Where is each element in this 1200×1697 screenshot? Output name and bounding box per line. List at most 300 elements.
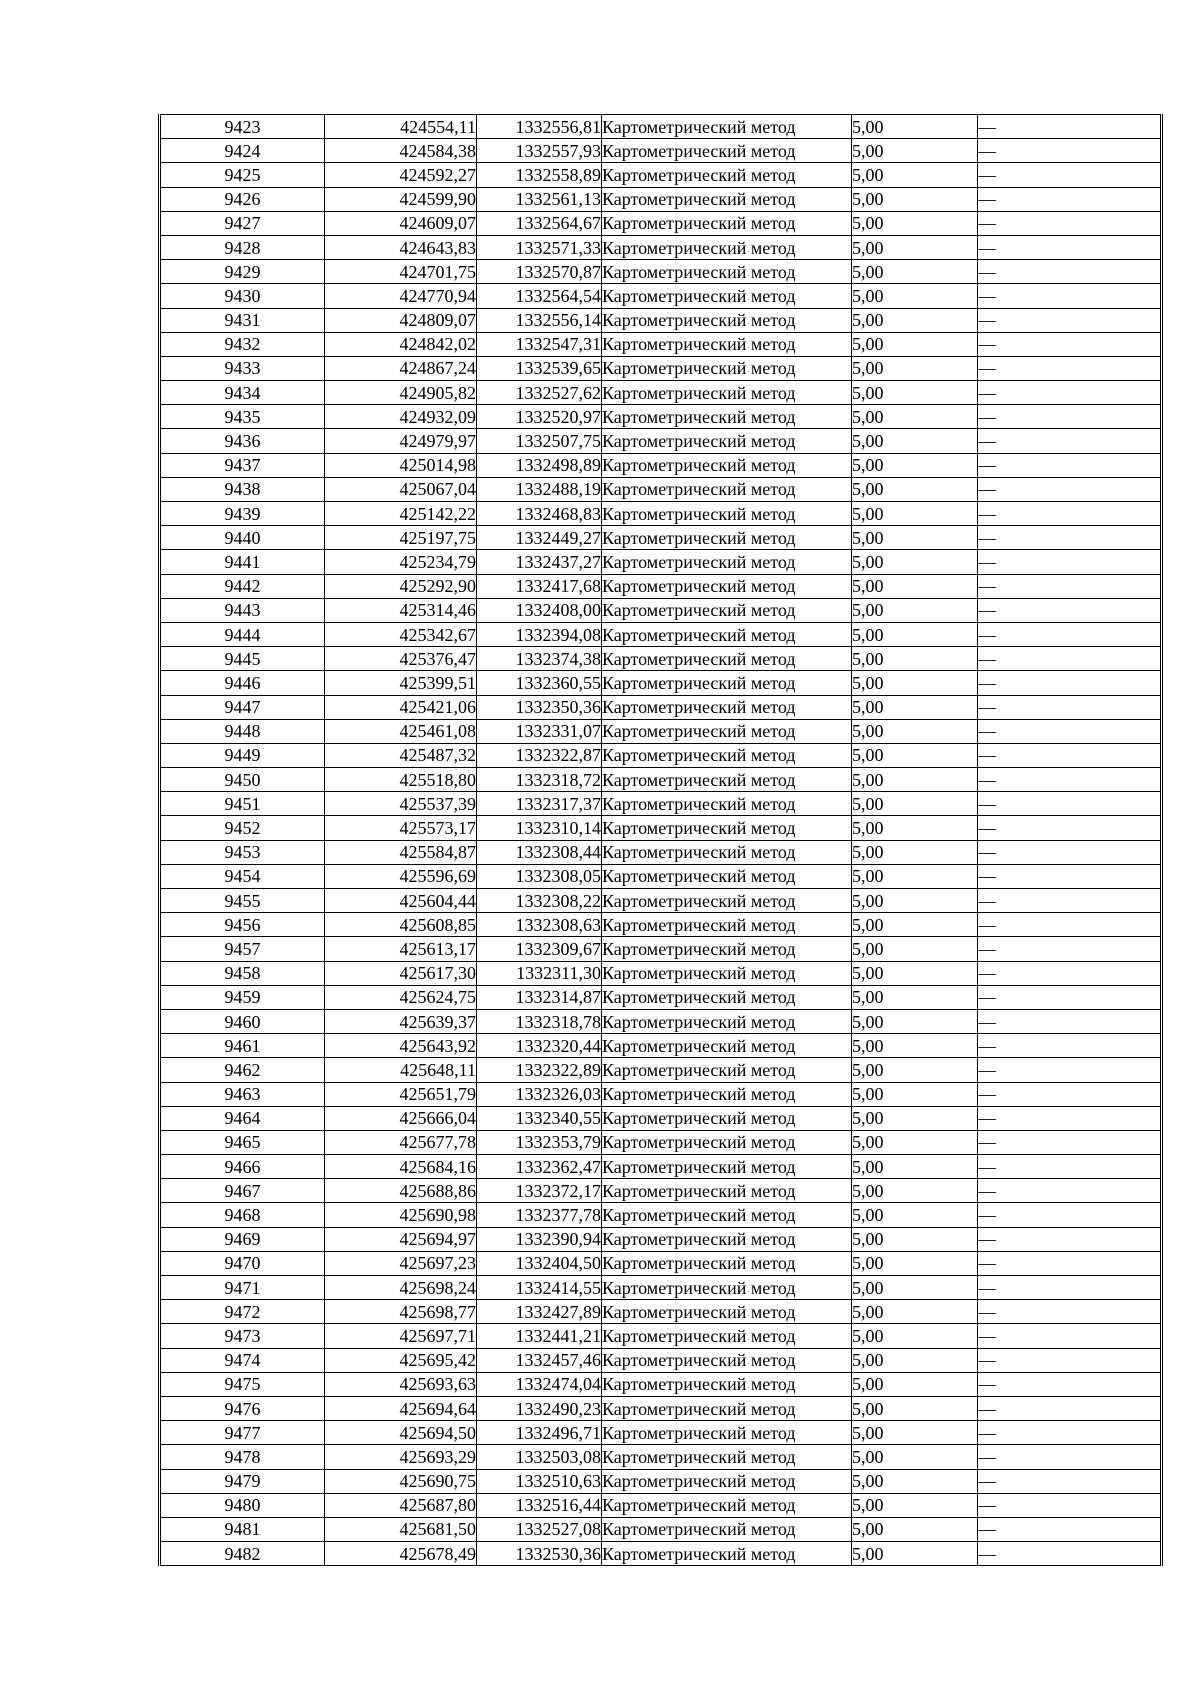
method-cell: Картометрический метод [602,622,852,646]
x-coordinate-cell: 425142,22 [325,502,477,526]
description-cell: — [978,768,1162,792]
accuracy-cell: 5,00 [852,526,978,550]
method-cell: Картометрический метод [602,1009,852,1033]
table-row [160,743,1162,767]
description-cell: — [978,1155,1162,1179]
method-cell: Картометрический метод [602,816,852,840]
x-coordinate-cell: 425617,30 [325,961,477,985]
accuracy-cell: 5,00 [852,1300,978,1324]
point-number-cell: 9432 [160,332,325,356]
y-coordinate-cell: 1332539,65 [477,356,602,380]
y-coordinate-cell: 1332449,27 [477,526,602,550]
point-number-cell: 9476 [160,1396,325,1420]
method-cell: Картометрический метод [602,187,852,211]
accuracy-cell: 5,00 [852,1034,978,1058]
x-coordinate-cell: 424932,09 [325,405,477,429]
y-coordinate-cell: 1332408,00 [477,598,602,622]
method-cell: Картометрический метод [602,550,852,574]
method-cell: Картометрический метод [602,356,852,380]
accuracy-cell: 5,00 [852,308,978,332]
method-cell: Картометрический метод [602,453,852,477]
method-cell: Картометрический метод [602,743,852,767]
table-row [160,1082,1162,1106]
description-cell: — [978,1082,1162,1106]
x-coordinate-cell: 425014,98 [325,453,477,477]
method-cell: Картометрический метод [602,1300,852,1324]
description-cell: — [978,889,1162,913]
table-row [160,574,1162,598]
x-coordinate-cell: 425596,69 [325,864,477,888]
y-coordinate-cell: 1332311,30 [477,961,602,985]
y-coordinate-cell: 1332414,55 [477,1276,602,1300]
accuracy-cell: 5,00 [852,211,978,235]
description-cell: — [978,647,1162,671]
description-cell: — [978,260,1162,284]
table-row [160,1421,1162,1445]
method-cell: Картометрический метод [602,502,852,526]
method-cell: Картометрический метод [602,695,852,719]
description-cell: — [978,139,1162,163]
table-row [160,1034,1162,1058]
accuracy-cell: 5,00 [852,429,978,453]
accuracy-cell: 5,00 [852,622,978,646]
table-row [160,598,1162,622]
accuracy-cell: 5,00 [852,1517,978,1541]
y-coordinate-cell: 1332322,87 [477,743,602,767]
x-coordinate-cell: 425376,47 [325,647,477,671]
point-number-cell: 9423 [160,115,325,139]
x-coordinate-cell: 425690,98 [325,1203,477,1227]
y-coordinate-cell: 1332556,81 [477,115,602,139]
point-number-cell: 9433 [160,356,325,380]
description-cell: — [978,719,1162,743]
point-number-cell: 9477 [160,1421,325,1445]
accuracy-cell: 5,00 [852,719,978,743]
description-cell: — [978,1276,1162,1300]
y-coordinate-cell: 1332374,38 [477,647,602,671]
y-coordinate-cell: 1332331,07 [477,719,602,743]
description-cell: — [978,1300,1162,1324]
description-cell: — [978,671,1162,695]
table-row [160,187,1162,211]
table-row [160,429,1162,453]
y-coordinate-cell: 1332308,22 [477,889,602,913]
description-cell: — [978,526,1162,550]
description-cell: — [978,1251,1162,1275]
description-cell: — [978,308,1162,332]
y-coordinate-cell: 1332427,89 [477,1300,602,1324]
description-cell: — [978,1034,1162,1058]
point-number-cell: 9461 [160,1034,325,1058]
accuracy-cell: 5,00 [852,1009,978,1033]
accuracy-cell: 5,00 [852,1227,978,1251]
y-coordinate-cell: 1332394,08 [477,622,602,646]
x-coordinate-cell: 425608,85 [325,913,477,937]
x-coordinate-cell: 425342,67 [325,622,477,646]
accuracy-cell: 5,00 [852,1106,978,1130]
description-cell: — [978,792,1162,816]
method-cell: Картометрический метод [602,1517,852,1541]
point-number-cell: 9430 [160,284,325,308]
point-number-cell: 9440 [160,526,325,550]
accuracy-cell: 5,00 [852,1155,978,1179]
method-cell: Картометрический метод [602,985,852,1009]
description-cell: — [978,1227,1162,1251]
description-cell: — [978,1203,1162,1227]
point-number-cell: 9439 [160,502,325,526]
description-cell: — [978,574,1162,598]
point-number-cell: 9428 [160,235,325,259]
x-coordinate-cell: 424809,07 [325,308,477,332]
method-cell: Картометрический метод [602,405,852,429]
method-cell: Картометрический метод [602,381,852,405]
y-coordinate-cell: 1332372,17 [477,1179,602,1203]
method-cell: Картометрический метод [602,211,852,235]
y-coordinate-cell: 1332314,87 [477,985,602,1009]
accuracy-cell: 5,00 [852,1421,978,1445]
description-cell: — [978,1517,1162,1541]
coordinates-table [158,114,1163,1566]
y-coordinate-cell: 1332310,14 [477,816,602,840]
x-coordinate-cell: 425694,50 [325,1421,477,1445]
x-coordinate-cell: 424609,07 [325,211,477,235]
x-coordinate-cell: 425487,32 [325,743,477,767]
y-coordinate-cell: 1332360,55 [477,671,602,695]
table-row [160,1324,1162,1348]
x-coordinate-cell: 425624,75 [325,985,477,1009]
table-row [160,1396,1162,1420]
description-cell: — [978,429,1162,453]
x-coordinate-cell: 425584,87 [325,840,477,864]
table-row [160,816,1162,840]
x-coordinate-cell: 425648,11 [325,1058,477,1082]
description-cell: — [978,840,1162,864]
point-number-cell: 9443 [160,598,325,622]
y-coordinate-cell: 1332353,79 [477,1130,602,1154]
description-cell: — [978,864,1162,888]
x-coordinate-cell: 424584,38 [325,139,477,163]
table-row [160,1203,1162,1227]
table-row [160,284,1162,308]
table-row [160,260,1162,284]
x-coordinate-cell: 424599,90 [325,187,477,211]
table-row [160,1445,1162,1469]
method-cell: Картометрический метод [602,913,852,937]
accuracy-cell: 5,00 [852,985,978,1009]
x-coordinate-cell: 425693,63 [325,1372,477,1396]
accuracy-cell: 5,00 [852,477,978,501]
x-coordinate-cell: 425698,77 [325,1300,477,1324]
x-coordinate-cell: 425604,44 [325,889,477,913]
table-row [160,1058,1162,1082]
method-cell: Картометрический метод [602,477,852,501]
description-cell: — [978,405,1162,429]
table-row [160,356,1162,380]
y-coordinate-cell: 1332503,08 [477,1445,602,1469]
point-number-cell: 9434 [160,381,325,405]
table-row [160,1227,1162,1251]
point-number-cell: 9442 [160,574,325,598]
point-number-cell: 9463 [160,1082,325,1106]
table-row [160,671,1162,695]
x-coordinate-cell: 425651,79 [325,1082,477,1106]
y-coordinate-cell: 1332557,93 [477,139,602,163]
point-number-cell: 9447 [160,695,325,719]
table-row [160,405,1162,429]
x-coordinate-cell: 424842,02 [325,332,477,356]
y-coordinate-cell: 1332437,27 [477,550,602,574]
method-cell: Картометрический метод [602,1203,852,1227]
method-cell: Картометрический метод [602,429,852,453]
method-cell: Картометрический метод [602,1251,852,1275]
x-coordinate-cell: 425694,64 [325,1396,477,1420]
accuracy-cell: 5,00 [852,1445,978,1469]
point-number-cell: 9431 [160,308,325,332]
x-coordinate-cell: 425197,75 [325,526,477,550]
x-coordinate-cell: 425693,29 [325,1445,477,1469]
description-cell: — [978,1445,1162,1469]
x-coordinate-cell: 424867,24 [325,356,477,380]
x-coordinate-cell: 425421,06 [325,695,477,719]
table-row [160,647,1162,671]
description-cell: — [978,211,1162,235]
method-cell: Картометрический метод [602,163,852,187]
x-coordinate-cell: 424701,75 [325,260,477,284]
accuracy-cell: 5,00 [852,1130,978,1154]
description-cell: — [978,284,1162,308]
y-coordinate-cell: 1332570,87 [477,260,602,284]
description-cell: — [978,985,1162,1009]
table-row [160,1009,1162,1033]
x-coordinate-cell: 424770,94 [325,284,477,308]
method-cell: Картометрический метод [602,526,852,550]
table-row [160,139,1162,163]
description-cell: — [978,1372,1162,1396]
x-coordinate-cell: 425292,90 [325,574,477,598]
table-row [160,1179,1162,1203]
y-coordinate-cell: 1332318,72 [477,768,602,792]
accuracy-cell: 5,00 [852,1542,978,1566]
method-cell: Картометрический метод [602,768,852,792]
x-coordinate-cell: 425399,51 [325,671,477,695]
y-coordinate-cell: 1332490,23 [477,1396,602,1420]
point-number-cell: 9458 [160,961,325,985]
method-cell: Картометрический метод [602,671,852,695]
y-coordinate-cell: 1332558,89 [477,163,602,187]
x-coordinate-cell: 425537,39 [325,792,477,816]
y-coordinate-cell: 1332571,33 [477,235,602,259]
method-cell: Картометрический метод [602,719,852,743]
point-number-cell: 9459 [160,985,325,1009]
description-cell: — [978,695,1162,719]
point-number-cell: 9470 [160,1251,325,1275]
method-cell: Картометрический метод [602,1421,852,1445]
description-cell: — [978,477,1162,501]
y-coordinate-cell: 1332308,63 [477,913,602,937]
accuracy-cell: 5,00 [852,913,978,937]
accuracy-cell: 5,00 [852,961,978,985]
accuracy-cell: 5,00 [852,284,978,308]
table-row [160,719,1162,743]
description-cell: — [978,1348,1162,1372]
description-cell: — [978,1542,1162,1566]
method-cell: Картометрический метод [602,1130,852,1154]
point-number-cell: 9446 [160,671,325,695]
method-cell: Картометрический метод [602,961,852,985]
point-number-cell: 9481 [160,1517,325,1541]
point-number-cell: 9456 [160,913,325,937]
accuracy-cell: 5,00 [852,1493,978,1517]
y-coordinate-cell: 1332377,78 [477,1203,602,1227]
accuracy-cell: 5,00 [852,574,978,598]
y-coordinate-cell: 1332308,05 [477,864,602,888]
point-number-cell: 9453 [160,840,325,864]
x-coordinate-cell: 425690,75 [325,1469,477,1493]
y-coordinate-cell: 1332507,75 [477,429,602,453]
method-cell: Картометрический метод [602,1372,852,1396]
accuracy-cell: 5,00 [852,598,978,622]
accuracy-cell: 5,00 [852,502,978,526]
accuracy-cell: 5,00 [852,332,978,356]
point-number-cell: 9468 [160,1203,325,1227]
point-number-cell: 9437 [160,453,325,477]
accuracy-cell: 5,00 [852,743,978,767]
point-number-cell: 9426 [160,187,325,211]
x-coordinate-cell: 425697,71 [325,1324,477,1348]
x-coordinate-cell: 425677,78 [325,1130,477,1154]
method-cell: Картометрический метод [602,1396,852,1420]
y-coordinate-cell: 1332441,21 [477,1324,602,1348]
accuracy-cell: 5,00 [852,937,978,961]
table-row [160,1542,1162,1566]
table-row [160,695,1162,719]
method-cell: Картометрический метод [602,1493,852,1517]
x-coordinate-cell: 425681,50 [325,1517,477,1541]
accuracy-cell: 5,00 [852,889,978,913]
table-row [160,332,1162,356]
point-number-cell: 9457 [160,937,325,961]
table-row [160,1106,1162,1130]
x-coordinate-cell: 425688,86 [325,1179,477,1203]
description-cell: — [978,115,1162,139]
accuracy-cell: 5,00 [852,235,978,259]
y-coordinate-cell: 1332530,36 [477,1542,602,1566]
y-coordinate-cell: 1332340,55 [477,1106,602,1130]
y-coordinate-cell: 1332561,13 [477,187,602,211]
x-coordinate-cell: 425697,23 [325,1251,477,1275]
point-number-cell: 9425 [160,163,325,187]
table-row [160,1469,1162,1493]
y-coordinate-cell: 1332322,89 [477,1058,602,1082]
x-coordinate-cell: 424643,83 [325,235,477,259]
point-number-cell: 9462 [160,1058,325,1082]
method-cell: Картометрический метод [602,1276,852,1300]
point-number-cell: 9448 [160,719,325,743]
table-row [160,864,1162,888]
description-cell: — [978,913,1162,937]
point-number-cell: 9478 [160,1445,325,1469]
accuracy-cell: 5,00 [852,1324,978,1348]
accuracy-cell: 5,00 [852,115,978,139]
table-row [160,1251,1162,1275]
y-coordinate-cell: 1332556,14 [477,308,602,332]
description-cell: — [978,1324,1162,1348]
point-number-cell: 9469 [160,1227,325,1251]
description-cell: — [978,1106,1162,1130]
accuracy-cell: 5,00 [852,1203,978,1227]
accuracy-cell: 5,00 [852,453,978,477]
table-row [160,768,1162,792]
table-row [160,1517,1162,1541]
y-coordinate-cell: 1332468,83 [477,502,602,526]
point-number-cell: 9451 [160,792,325,816]
method-cell: Картометрический метод [602,1179,852,1203]
y-coordinate-cell: 1332320,44 [477,1034,602,1058]
x-coordinate-cell: 424979,97 [325,429,477,453]
point-number-cell: 9466 [160,1155,325,1179]
x-coordinate-cell: 425678,49 [325,1542,477,1566]
description-cell: — [978,187,1162,211]
method-cell: Картометрический метод [602,840,852,864]
y-coordinate-cell: 1332326,03 [477,1082,602,1106]
method-cell: Картометрический метод [602,598,852,622]
accuracy-cell: 5,00 [852,1276,978,1300]
description-cell: — [978,961,1162,985]
y-coordinate-cell: 1332498,89 [477,453,602,477]
table-row [160,453,1162,477]
table-row [160,1300,1162,1324]
x-coordinate-cell: 425613,17 [325,937,477,961]
point-number-cell: 9436 [160,429,325,453]
accuracy-cell: 5,00 [852,1058,978,1082]
x-coordinate-cell: 424905,82 [325,381,477,405]
x-coordinate-cell: 425461,08 [325,719,477,743]
method-cell: Картометрический метод [602,235,852,259]
description-cell: — [978,332,1162,356]
y-coordinate-cell: 1332496,71 [477,1421,602,1445]
point-number-cell: 9445 [160,647,325,671]
method-cell: Картометрический метод [602,1082,852,1106]
point-number-cell: 9424 [160,139,325,163]
x-coordinate-cell: 425698,24 [325,1276,477,1300]
accuracy-cell: 5,00 [852,647,978,671]
x-coordinate-cell: 425639,37 [325,1009,477,1033]
description-cell: — [978,598,1162,622]
method-cell: Картометрический метод [602,864,852,888]
method-cell: Картометрический метод [602,1058,852,1082]
description-cell: — [978,816,1162,840]
x-coordinate-cell: 425314,46 [325,598,477,622]
point-number-cell: 9454 [160,864,325,888]
method-cell: Картометрический метод [602,1227,852,1251]
method-cell: Картометрический метод [602,1445,852,1469]
y-coordinate-cell: 1332317,37 [477,792,602,816]
point-number-cell: 9472 [160,1300,325,1324]
table-row [160,381,1162,405]
method-cell: Картометрический метод [602,937,852,961]
method-cell: Картометрический метод [602,889,852,913]
x-coordinate-cell: 425234,79 [325,550,477,574]
table-row [160,792,1162,816]
x-coordinate-cell: 425694,97 [325,1227,477,1251]
accuracy-cell: 5,00 [852,163,978,187]
y-coordinate-cell: 1332404,50 [477,1251,602,1275]
point-number-cell: 9465 [160,1130,325,1154]
accuracy-cell: 5,00 [852,260,978,284]
description-cell: — [978,937,1162,961]
y-coordinate-cell: 1332527,08 [477,1517,602,1541]
x-coordinate-cell: 425695,42 [325,1348,477,1372]
